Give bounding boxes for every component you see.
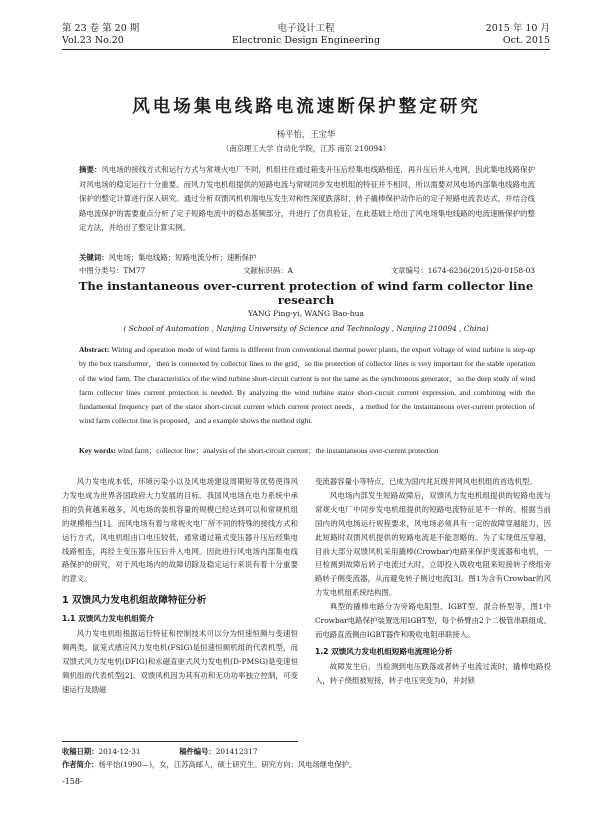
subsection-1-2-heading: 1.2 双馈风力发电机组短路电流理论分析 (315, 646, 453, 656)
affiliation-en: ( School of Automation , Nanjing University of Science and Technology , Nanjing 210094 , China) (123, 324, 489, 333)
footnote (62, 745, 357, 771)
keywords-en-label: Key words: (79, 446, 116, 455)
date-cn: 2015 年 10 月 (485, 23, 550, 34)
paper-title-en: The instantaneous over-current protection of wind farm collector line research (78, 279, 534, 307)
received-date: 2014-12-31 (98, 747, 141, 756)
header-rule (62, 49, 550, 50)
keywords-en (79, 444, 535, 458)
journal-name-en: Electronic Design Engineering (231, 35, 381, 46)
subsection-1-1-heading: 1.1 双馈风力发电机组简介 (62, 614, 155, 624)
page-number: -158- (62, 777, 83, 786)
author-bio-line (62, 758, 357, 771)
body-right-column (315, 475, 551, 688)
section-1-heading: 1 双馈风力发电机组故障特征分析 (62, 595, 207, 607)
received-label: 收稿日期： (62, 747, 99, 756)
date-en: Oct. 2015 (502, 35, 550, 46)
affiliation-cn: （南京理工大学 自动化学院，江苏 南京 210094） (221, 144, 391, 153)
abstract-cn-text: 风电场的接线方式和运行方式与常规火电厂不同，机组往往通过箱变升压后经集电线路相连，再升压后并入电网，因此集电线路保护对风电场的稳定运行十分重要。而风力发电机组提供的短路电流与常规同步发电机组的特征并不相同，所以需要对风电场内部集电线路电流保护的整定计算进行深入研究。通过分析双馈风机机端电压发生对称性深度跌落时，转子撬棒保护动作后的定子短路电流表达式，并结合线路电流保护的需要重点分析了定子短路电流中的稳态基频部分，并进行了仿真验证，在此基础上给出了风电场集电线路的电流速断保护的整定方法，并给出了整定计算实例。 (79, 165, 535, 233)
keywords-en-text: wind farm；collector line；analysis of the short-circuit current；the instantaneous over-current protection (117, 446, 439, 455)
document-code: 文献标识码：A (243, 266, 293, 275)
volume-issue-en: Vol.23 No.20 (62, 35, 124, 46)
keywords-cn-text: 风电场；集电线路；短路电流分析；速断保护 (108, 253, 257, 262)
abstract-cn-label: 摘要： (79, 165, 102, 174)
right-paragraph-4: 故障发生后，当检测到电压跌落或者转子电流过流时，撬棒电路投入，转子绕组被短接，转子电压突变为0，并封锁 (315, 661, 551, 685)
abstract-en-text: Wiring and operation mode of wind farms is different from conventional thermal power plants, the export voltage of wind turbine is step-up by the box transformer，then is connected by collector lines to the grid，so the protection of collector lines is very important for the stable operation of the wind farm. The characteristics of the wind turbine short-circuit current is not the same as the synchronous generator，so the deep study of wind farm collector lines current protection is needed. By analyzing the wind turbine stator short-circuit current expression, and combining with the fundamental frequency part of the stator short-circuit current which current protect needs，a method for the instantaneous over-current protection of wind farm collector line is proposed，and a example shows the method right. (79, 345, 535, 426)
authors-en: YANG Ping-yi, WANG Bao-hua (247, 309, 365, 318)
right-paragraph-1: 变流器容量小等特点，已成为国内兆瓦级并网风电机组的首选机型。 (315, 477, 537, 486)
author-bio-text: 杨平怡(1990—)，女，江苏高邮人，硕士研究生。研究方向：风电场继电保护。 (98, 760, 357, 769)
journal-date (430, 23, 550, 47)
abstract-en (79, 343, 535, 429)
volume-issue-cn: 第 23 卷 第 20 期 (62, 23, 140, 34)
right-paragraph-3: 典型的撬棒电路分为旁路电阻型、IGBT型、混合桥型等，图1中Crowbar电路保护装置选用IGBT型，每个桥臂由2个二极管串联组成。而电路直流侧由IGBT器件和吸收电阻串联接入。 (315, 602, 551, 639)
paper-title-cn: 风电场集电线路电流速断保护整定研究 (132, 97, 481, 117)
right-paragraph-2: 风电场内部发生短路故障后，双馈风力发电机组提供的短路电流与常规火电厂中同步发电机组提供的短路电流特征是不一样的。根据当前国内的风电场运行规程要求，风电场必须具有一定的故障穿越能力，因此短路时双馈风机提供的短路电流是不能忽略的。为了实现低压穿越，目前大部分双馈风机采用撬棒(Crowbar)电路来保护变流器和电机，一旦检测到故障后转子电流过大时，立即投入吸收电阻来短接转子绕组旁路转子侧变流器，从而避免转子侧过电流[3]。图1为含有Crowbar的风力发电机组系统结构图。 (315, 490, 551, 598)
abstract-cn (79, 163, 535, 236)
classification-line (79, 264, 535, 279)
abstract-en-label: Abstract: (79, 345, 110, 354)
clc-number: 中图分类号：TM77 (79, 266, 146, 275)
body-left-column (62, 475, 298, 697)
journal-name (206, 23, 406, 47)
manuscript-number: 201412317 (215, 747, 258, 756)
journal-volume-issue (62, 23, 182, 47)
keywords-cn-label: 关键词： (79, 253, 109, 262)
author-bio-label: 作者简介： (62, 760, 99, 769)
intro-paragraph: 风力发电成本低，环境污染小以及风电场建设周期短等优势使得风力发电成为世界各国政府大力发展的目标。我国风电场在电力系统中承担的负荷越来越多，风电场的装机容量的规模已经达到可以和常规机组的规模相当[1]。而风电场有着与常规火电厂所不同的特殊的接线方式和运行方式，风电机组由口电压较低，通常通过箱式变压器升压后经集电线路相连，再经主变压器升压后并入电网。因此进行风电场内部集电线路保护的研究，对于风电场内的故障切除及稳定运行来说有着十分重要的意义。 (62, 477, 298, 584)
footnote-rule (62, 741, 298, 742)
authors-cn: 杨平怡，王宝华 (276, 129, 336, 139)
received-line (62, 745, 298, 758)
subsection-1-1-paragraph: 风力发电机组根据运行特征和控制技术可以分为恒速恒频与变速恒频两类。鼠笼式感应风力发电机(FSIG)是恒速恒频机组的代表机型，而双馈式风力发电机(DFIG)和永磁直驱式风力发电机(D-PMSG)是变速恒频机组的代表机型[2]。双馈风机因为其有功和无功功率独立控制，可变速运行及励磁 (62, 629, 298, 694)
journal-name-cn: 电子设计工程 (277, 23, 335, 34)
article-number: 文章编号：1674-6236(2015)20-0158-03 (390, 266, 535, 275)
manuscript-label: 稿件编号： (179, 747, 216, 756)
